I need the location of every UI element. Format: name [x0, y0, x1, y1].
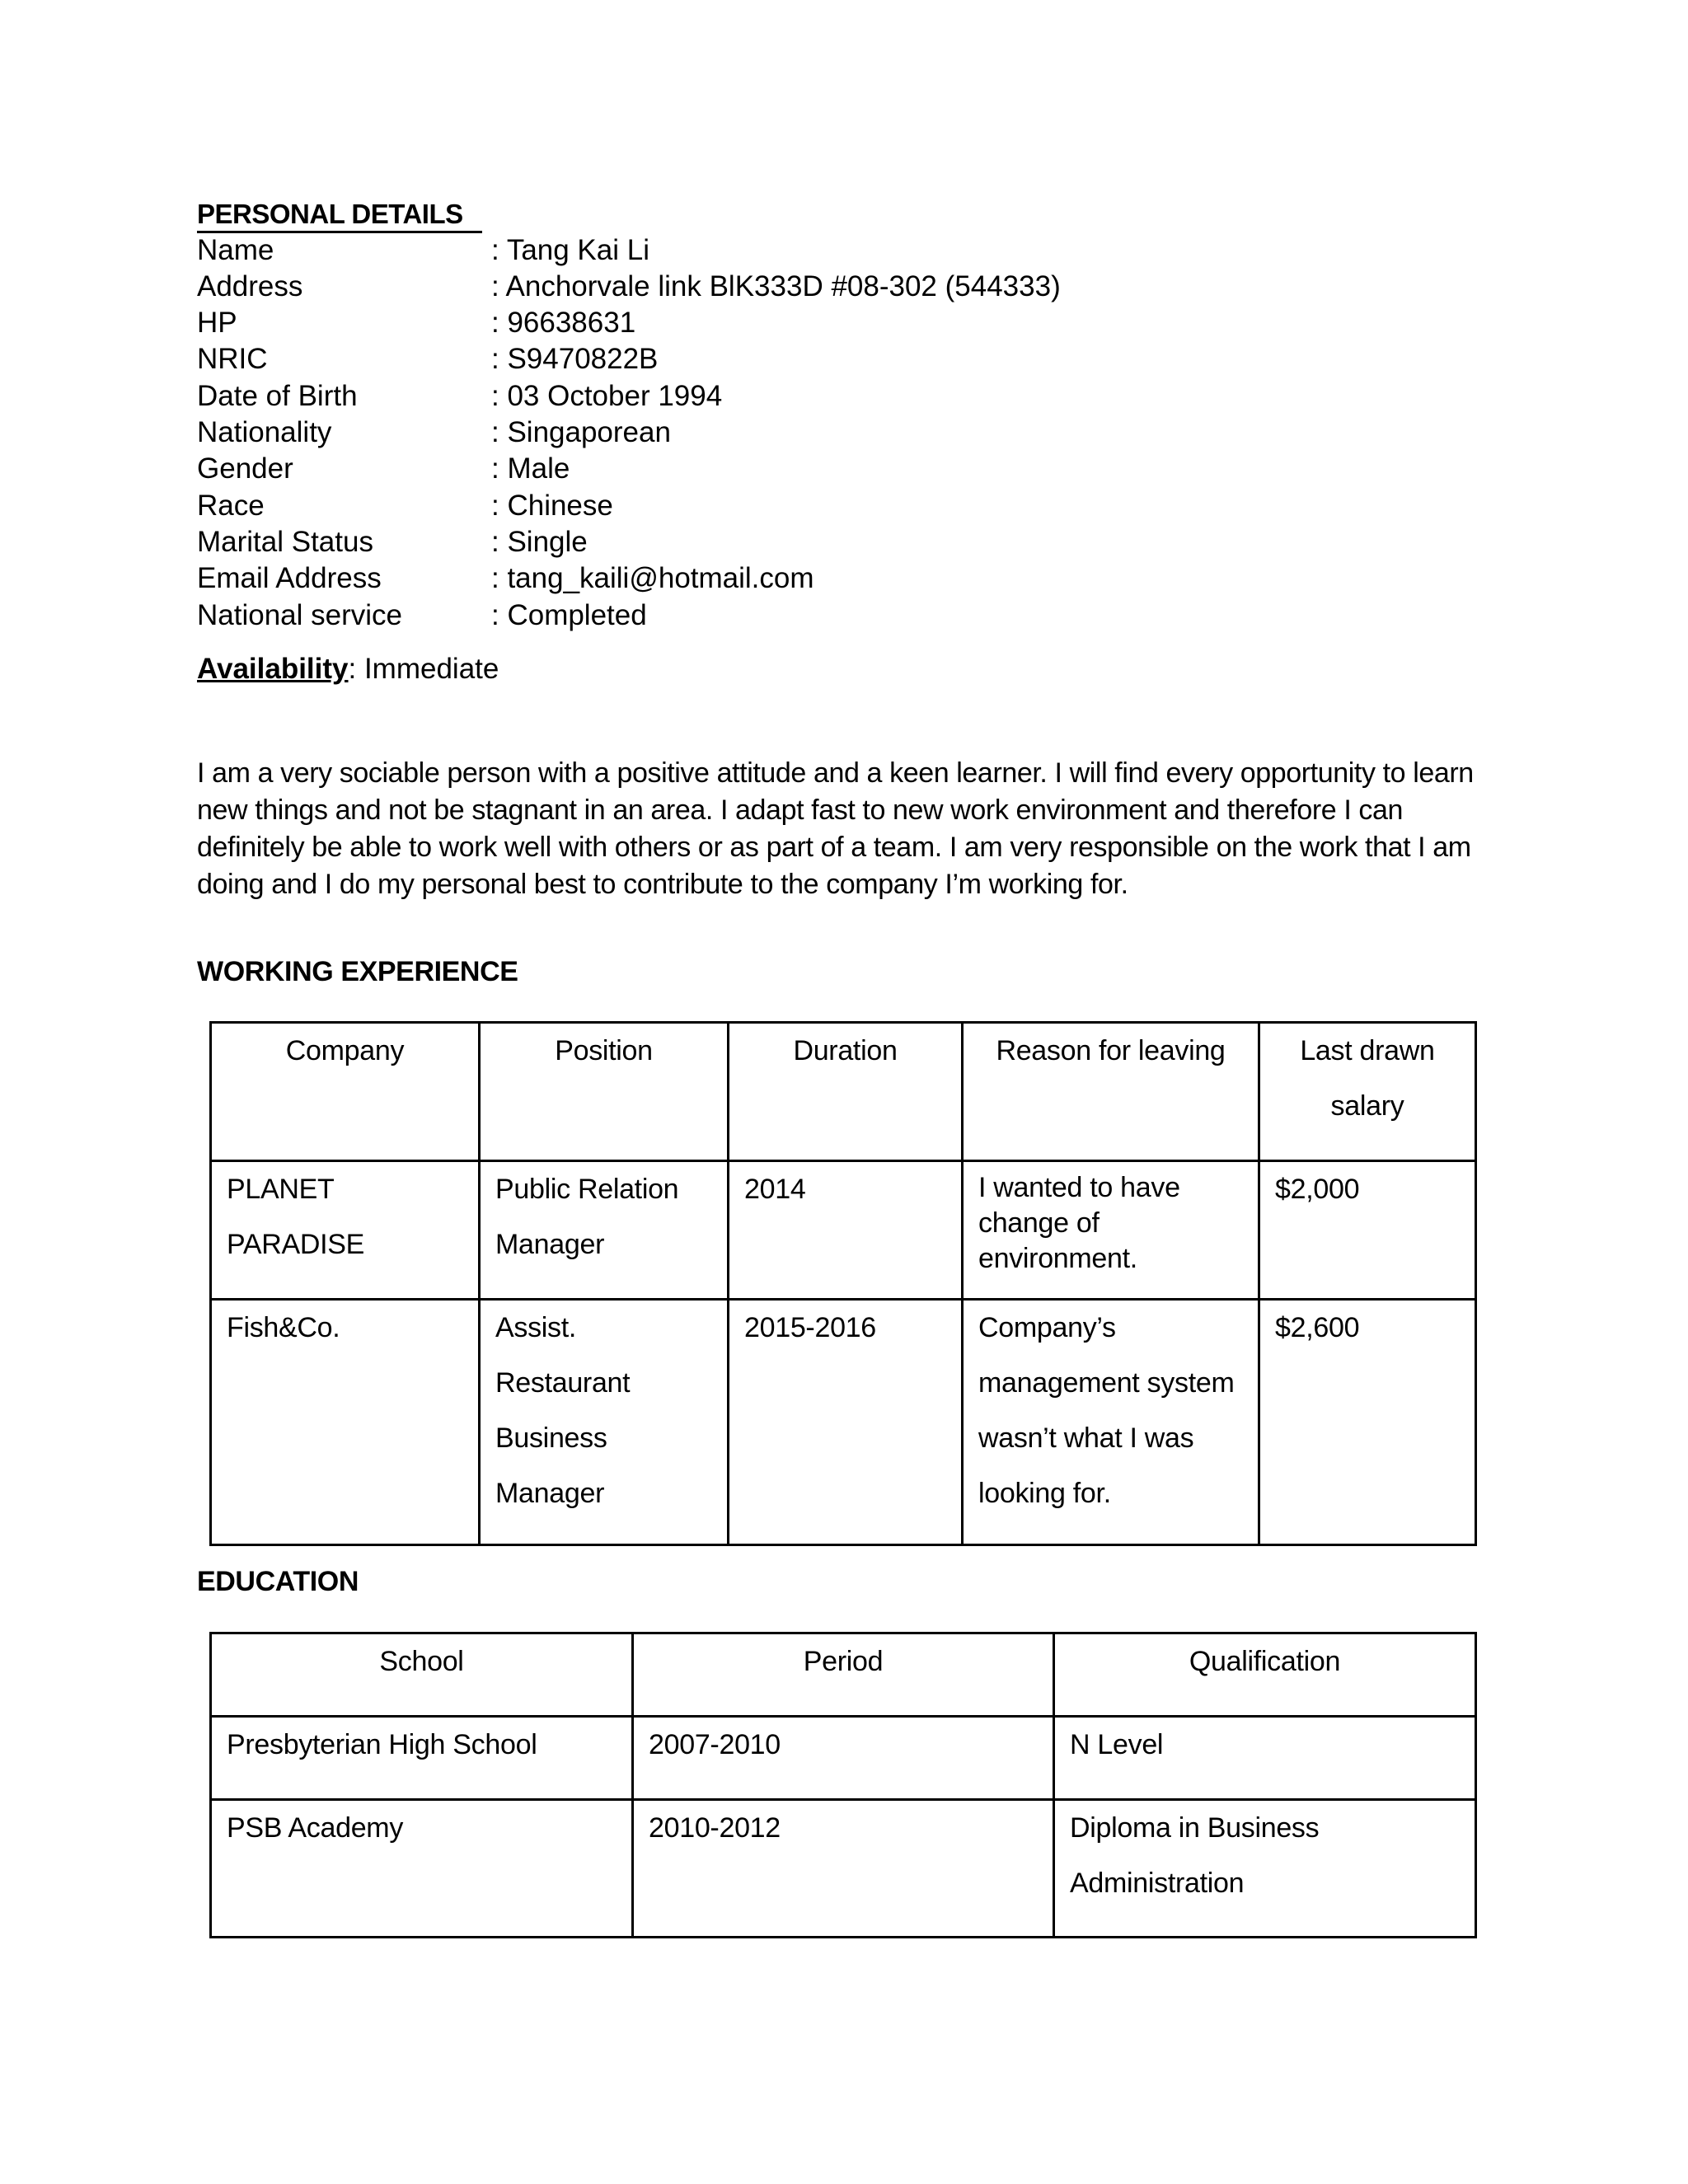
cell-period: 2010-2012: [633, 1800, 1054, 1938]
cell-school: Presbyterian High School: [211, 1717, 633, 1800]
detail-label: Gender: [197, 452, 293, 485]
education-heading: EDUCATION: [197, 1566, 359, 1597]
detail-label: Email Address: [197, 562, 382, 594]
detail-value: : 96638631: [491, 307, 636, 339]
cell-qualification: Diploma in Business Administration: [1054, 1800, 1476, 1938]
table-row: [211, 1300, 1476, 1545]
table-row: [211, 1717, 1476, 1800]
detail-value: : 03 October 1994: [491, 380, 723, 412]
column-header-duration: Duration: [729, 1023, 963, 1161]
table-header-row: [211, 1023, 1476, 1161]
column-header-school: School: [211, 1633, 633, 1717]
detail-value: : Completed: [491, 599, 647, 631]
detail-value: : Male: [491, 452, 570, 485]
cell-company: Fish&Co.: [211, 1300, 480, 1545]
detail-value: : Single: [491, 526, 588, 558]
cell-duration: 2015-2016: [729, 1300, 963, 1545]
working-experience-table: [209, 1021, 1477, 1546]
table-row: [211, 1161, 1476, 1300]
column-header-company: Company: [211, 1023, 480, 1161]
table-header-row: [211, 1633, 1476, 1717]
cell-position: Assist. Restaurant Business Manager: [480, 1300, 729, 1545]
working-experience-heading: WORKING EXPERIENCE: [197, 956, 518, 987]
availability-value: : Immediate: [348, 653, 499, 685]
education-table: [209, 1632, 1477, 1938]
column-header-reason: Reason for leaving: [963, 1023, 1259, 1161]
cell-period: 2007-2010: [633, 1717, 1054, 1800]
summary-paragraph: I am a very sociable person with a positive attitude and a keen learner. I will find every opportunity to learn new things and not be stagnant in an area. I adapt fast to new work environment and therefore I can definitely be able to work well with others or as part of a team. I am very responsible on the work that I am doing and I do my personal best to contribute to the company I’m working for.: [197, 757, 1474, 900]
detail-value: : Singaporean: [491, 416, 671, 448]
detail-label: HP: [197, 307, 237, 339]
availability-label: Availability: [197, 653, 349, 685]
detail-label: Marital Status: [197, 526, 373, 558]
cell-salary: $2,600: [1259, 1300, 1476, 1545]
cell-qualification: N Level: [1054, 1717, 1476, 1800]
column-header-position: Position: [480, 1023, 729, 1161]
detail-label: Nationality: [197, 416, 332, 448]
column-header-period: Period: [633, 1633, 1054, 1717]
cell-duration: 2014: [729, 1161, 963, 1300]
detail-value: : Chinese: [491, 490, 613, 522]
cell-school: PSB Academy: [211, 1800, 633, 1938]
detail-value: : S9470822B: [491, 343, 659, 375]
cell-position: Public Relation Manager: [480, 1161, 729, 1300]
detail-label: Name: [197, 234, 274, 266]
detail-label: NRIC: [197, 343, 268, 375]
detail-label: Race: [197, 490, 265, 522]
cell-salary: $2,000: [1259, 1161, 1476, 1300]
detail-label: Date of Birth: [197, 380, 358, 412]
cell-reason: I wanted to have change of environment.: [963, 1161, 1259, 1300]
cell-company: PLANET PARADISE: [211, 1161, 480, 1300]
personal-details-heading: PERSONAL DETAILS: [197, 198, 482, 233]
detail-value: : Anchorvale link BlK333D #08-302 (544333): [491, 270, 1061, 302]
detail-value: : tang_kaili@hotmail.com: [491, 562, 814, 594]
table-row: [211, 1800, 1476, 1938]
availability-line: [197, 651, 499, 687]
cell-reason: Company’s management system wasn’t what I was looking for.: [963, 1300, 1259, 1545]
column-header-salary: Last drawn salary: [1259, 1023, 1476, 1161]
detail-label: Address: [197, 270, 303, 302]
detail-value: : Tang Kai Li: [491, 234, 649, 266]
column-header-qualification: Qualification: [1054, 1633, 1476, 1717]
detail-label: National service: [197, 599, 402, 631]
